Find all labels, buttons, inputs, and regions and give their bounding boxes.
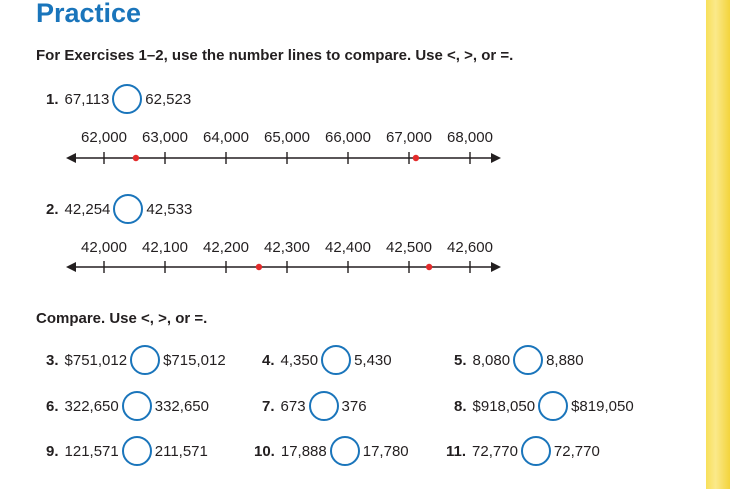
number-line-svg bbox=[0, 257, 520, 277]
tick-label: 42,600 bbox=[447, 239, 493, 256]
tick-label: 67,000 bbox=[386, 129, 432, 146]
left-value: 72,770 bbox=[472, 442, 518, 460]
exercise-number: 5. bbox=[454, 351, 467, 369]
answer-circle[interactable] bbox=[513, 345, 543, 375]
exercise-5 bbox=[454, 345, 584, 375]
instructions-number-lines: For Exercises 1–2, use the number lines to compare. Use <, >, or =. bbox=[36, 47, 514, 64]
exercise-6 bbox=[46, 391, 209, 421]
right-value: $715,012 bbox=[163, 351, 226, 369]
right-value: 8,880 bbox=[546, 351, 584, 369]
right-value: 17,780 bbox=[362, 442, 409, 460]
right-arrow bbox=[491, 262, 501, 272]
tick-label: 63,000 bbox=[142, 129, 188, 146]
answer-circle[interactable] bbox=[130, 345, 160, 375]
right-arrow bbox=[491, 153, 501, 163]
answer-circle[interactable] bbox=[309, 391, 339, 421]
exercise-number: 11. bbox=[446, 442, 467, 460]
page-title: Practice bbox=[36, 0, 142, 28]
right-value: 42,533 bbox=[146, 200, 193, 218]
tick-label: 42,000 bbox=[81, 239, 127, 256]
answer-circle[interactable] bbox=[112, 84, 142, 114]
exercise-9 bbox=[46, 436, 208, 466]
tick-label: 42,200 bbox=[203, 239, 249, 256]
exercise-11 bbox=[446, 436, 600, 466]
left-value: $918,050 bbox=[472, 397, 536, 415]
exercise-number: 3. bbox=[46, 351, 59, 369]
answer-circle[interactable] bbox=[122, 391, 152, 421]
left-value: $751,012 bbox=[64, 351, 128, 369]
right-value: 332,650 bbox=[154, 397, 209, 415]
right-value: $819,050 bbox=[571, 397, 634, 415]
exercise-number: 9. bbox=[46, 442, 59, 460]
right-value: 5,430 bbox=[354, 351, 392, 369]
left-arrow bbox=[66, 153, 76, 163]
right-value: 62,523 bbox=[145, 90, 192, 108]
right-value: 72,770 bbox=[553, 442, 600, 460]
exercise-number: 10. bbox=[254, 442, 275, 460]
left-value: 673 bbox=[280, 397, 306, 415]
right-value: 211,571 bbox=[154, 442, 208, 460]
exercise-number: 1. bbox=[46, 90, 59, 108]
answer-circle[interactable] bbox=[538, 391, 568, 421]
exercise-8 bbox=[454, 391, 634, 421]
exercise-number: 7. bbox=[262, 397, 275, 415]
exercise-number: 8. bbox=[454, 397, 467, 415]
plotted-point bbox=[133, 155, 139, 161]
left-arrow bbox=[66, 262, 76, 272]
plotted-point bbox=[256, 264, 262, 270]
exercise-2 bbox=[46, 194, 192, 224]
exercise-7 bbox=[262, 391, 367, 421]
left-value: 17,888 bbox=[280, 442, 327, 460]
exercise-3 bbox=[46, 345, 226, 375]
tick-label: 42,300 bbox=[264, 239, 310, 256]
left-value: 42,254 bbox=[64, 200, 111, 218]
answer-circle[interactable] bbox=[330, 436, 360, 466]
right-value: 376 bbox=[341, 397, 367, 415]
exercise-number: 2. bbox=[46, 200, 59, 218]
exercise-10 bbox=[254, 436, 409, 466]
exercise-number: 6. bbox=[46, 397, 59, 415]
left-value: 322,650 bbox=[64, 397, 119, 415]
tick-label: 42,500 bbox=[386, 239, 432, 256]
exercise-1 bbox=[46, 84, 191, 114]
left-value: 67,113 bbox=[64, 90, 110, 108]
tick-label: 42,100 bbox=[142, 239, 188, 256]
left-value: 8,080 bbox=[472, 351, 511, 369]
left-value: 4,350 bbox=[280, 351, 319, 369]
instructions-compare: Compare. Use <, >, or =. bbox=[36, 310, 208, 327]
answer-circle[interactable] bbox=[321, 345, 351, 375]
plotted-point bbox=[426, 264, 432, 270]
plotted-point bbox=[413, 155, 419, 161]
tick-label: 62,000 bbox=[81, 129, 127, 146]
page-edge-decoration bbox=[706, 0, 730, 489]
exercise-number: 4. bbox=[262, 351, 275, 369]
tick-label: 42,400 bbox=[325, 239, 371, 256]
answer-circle[interactable] bbox=[122, 436, 152, 466]
exercise-4 bbox=[262, 345, 392, 375]
left-value: 121,571 bbox=[64, 442, 119, 460]
tick-label: 66,000 bbox=[325, 129, 371, 146]
tick-label: 65,000 bbox=[264, 129, 310, 146]
tick-label: 64,000 bbox=[203, 129, 249, 146]
tick-label: 68,000 bbox=[447, 129, 493, 146]
answer-circle[interactable] bbox=[113, 194, 143, 224]
number-line-svg bbox=[0, 148, 520, 168]
answer-circle[interactable] bbox=[521, 436, 551, 466]
